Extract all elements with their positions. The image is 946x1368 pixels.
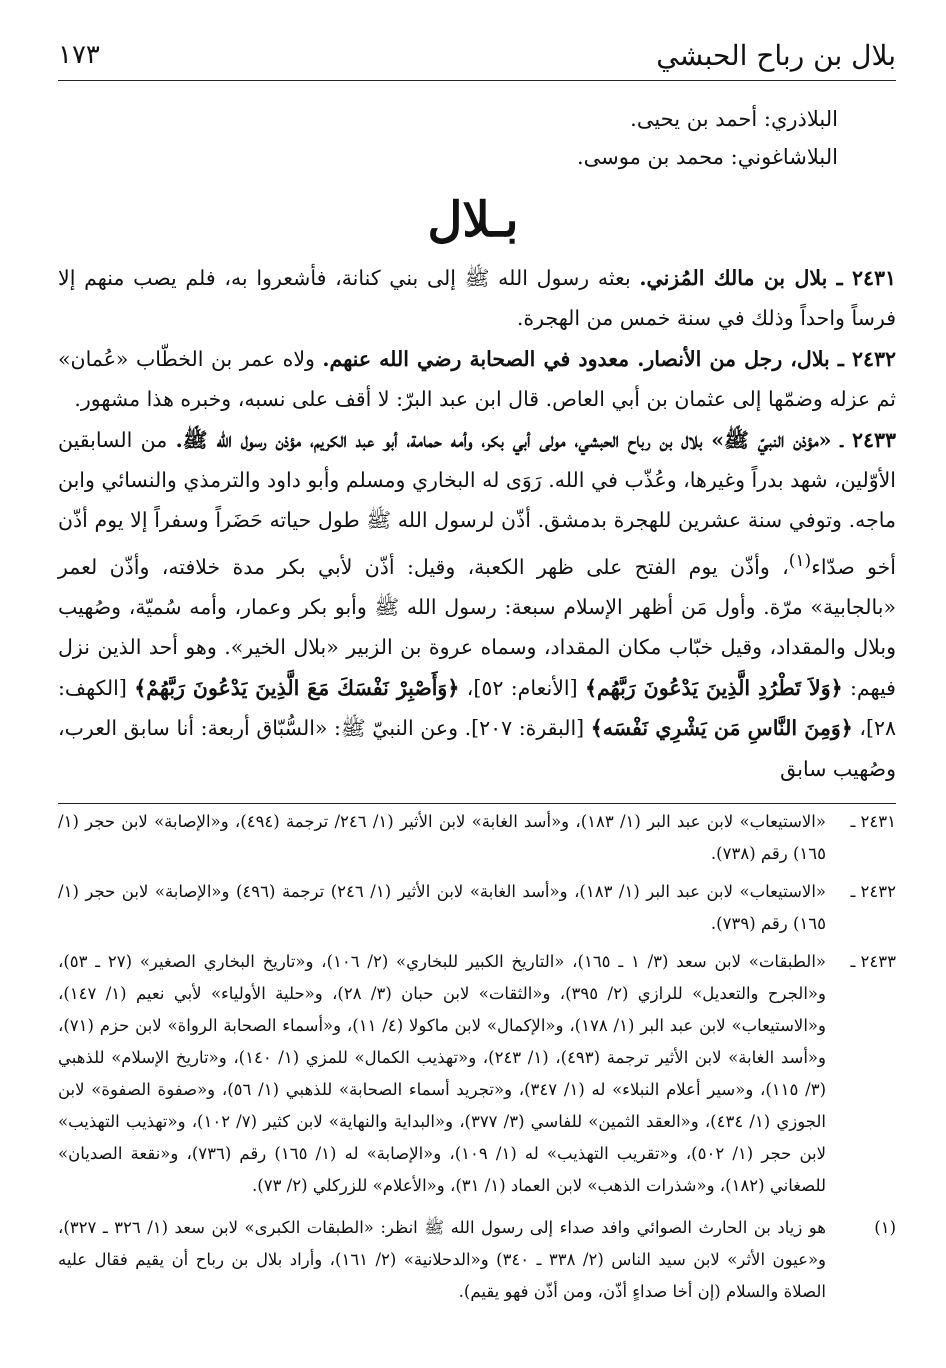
footnote-text: هو زياد بن الحارث الصوائي وافد صداء إلى رسول الله ﷺ انظر: «الطبقات الكبرى» لابن سعد (١/ ٣٢٦ ـ ٣٢٧)، و«عيون الأثر» لابن سيد الناس (٢/ ٣٣٨ ـ ٣٤٠) و«الدحلانية» (٢/ ١٦١)، وأراد بلال بن رباح أن يقيم فقال عليه الصلاة والسلام (إن أخا صداءٍ أذّن، ومن أذّن فهو يقيم). [58, 1218, 827, 1301]
note-text: «الطبقات» لابن سعد (٣/ ١ ـ ١٦٥)، «التاريخ الكبير للبخاري» (٢/ ١٠٦)، و«تاريخ البخاري الصغير» (٢٧ ـ ٥٣)، و«الجرح والتعديل» للرازي (٢/ ٣٩٥)، و«الثقات» لابن حبان (٣/ ٢٨)، و«حلية الأولياء» لأبي نعيم (١/ ١٤٧)، و«الاستيعاب» لابن عبد البر (١/ ١٧٨)، و«الإكمال» لابن ماكولا (٤/ ١١)، و«أسماء الصحابة الرواة» لابن حزم (٧١)، و«أسد الغابة» لابن الأثير ترجمة (٤٩٣)، (١/ ٢٤٣)، و«تهذيب الكمال» للمزي (١/ ١٤٠)، و«تاريخ الإسلام» للذهبي (٣/ ١١٥)، و«سير أعلام النبلاء» له (١/ ٣٤٧)، و«تجريد أسماء الصحابة» للذهبي (١/ ٥٦)، و«صفوة الصفوة» لابن الجوزي (١/ ٤٣٤)، و«العقد الثمين» للفاسي (٣/ ٣٧٧)، و«البداية والنهاية» لابن كثير (٧/ ١٠٢)، و«تهذيب التهذيب» لابن حجر (١/ ٥٠٢)، و«تقريب التهذيب» له (١/ ١٠٩)، و«الإصابة» له (١/ ١٦٥) رقم (٧٣٦)، و«نقعة الصديان» للصغاني (١٨٢)، و«شذرات الذهب» لابن العماد (١/ ٣١)، و«الأعلام» للزركلي (٢/ ٧٣). [58, 952, 827, 1195]
running-header [58, 30, 896, 81]
page-number: ١٧٣ [58, 40, 100, 70]
note-number: ٢٤٣١ ـ [850, 812, 896, 831]
running-title: بلال بن رباح الحبشي [656, 38, 896, 72]
note-number: ٢٤٣٢ ـ [850, 882, 896, 901]
index-line: البلاشاغوني: محمد بن موسى. [576, 145, 838, 169]
verse-ref: [البقرة: ٢٠٧]. وعن النبيّ ﷺ: «السُّبّاق أربعة: أنا سابق العرب، وصُهيب سابق [58, 716, 896, 781]
entry-2432 [58, 339, 896, 420]
entry-2433 [58, 420, 896, 789]
footnote-number: (١) [874, 1218, 896, 1237]
entry-2431 [58, 258, 896, 339]
entry-head: ٢٤٣٣ ـ «مؤذن النبيّ ﷺ» بلال بن رباح الحبشي، مولى أبي بكر، وأمه حمامة، أبو عبد الكريم، مؤذن رسول الله ﷺ. [175, 427, 896, 452]
entry-body: بعثه رسول الله ﷺ إلى بني كنانة، فأشعروا به، فلم يصب منهم إلا فرساً واحداً وذلك في سنة خمس من الهجرة. [58, 266, 896, 331]
entry-body: من السابقين الأوّلين، شهد بدراً وغيرها، وعُذّب في الله. رَوَى له البخاري ومسلم وأبو داود والترمذي والنسائي وابن ماجه. وتوفي سنة عشرين للهجرة بدمشق. أذّن لرسول الله ﷺ طول حياته حَضَراً وسفراً إلا يوم أذّن أخو صدّاء [58, 427, 896, 579]
quran-verse: ﴿وَلاَ تَطْرُدِ الَّذِينَ يَدْعُونَ رَبَّهُم﴾ [584, 675, 843, 700]
entry-body: ، وأذّن يوم الفتح على ظهر الكعبة، وقيل: أذّن لأبي بكر مدة خلافته، وأذّن لعمر «بالجابية» مرّة. وأول مَن أظهر الإسلام سبعة: رسول الله ﷺ وأبو بكر وعمار، وأمه سُميّة، وصُهيب وبلال والمقداد، وقيل خبّاب مكان المقداد، وسماه عروة بن الزبير «بلال الخير». وهو أحد الذين نزل فيهم: [58, 554, 896, 700]
main-text [58, 258, 896, 789]
footnote-item [58, 1212, 896, 1308]
note-item [58, 946, 896, 1202]
footnote-marker: (١) [788, 550, 812, 571]
entry-head: ٢٤٣١ ـ بلال بن مالك المُزني. [639, 266, 897, 290]
note-item [58, 806, 896, 870]
section-heading: بـلال [427, 192, 519, 248]
quran-verse: ﴿وَمِنَ النَّاسِ مَن يَشْرِي نَفْسَه﴾ [590, 716, 853, 741]
note-text: «الاستيعاب» لابن عبد البر (١/ ١٨٣)، و«أسد الغابة» لابن الأثير (١/ ٢٤٦) ترجمة (٤٩٦) و«الإصابة» لابن حجر (١/ ١٦٥) رقم (٧٣٩). [58, 882, 827, 933]
note-number: ٢٤٣٣ ـ [850, 952, 896, 971]
verse-ref: [الأنعام: ٥٢]، [459, 675, 585, 700]
notes-section [58, 806, 896, 1314]
note-text: «الاستيعاب» لابن عبد البر (١/ ١٨٣)، و«أسد الغابة» لابن الأثير (١/ ٢٤٦/ ترجمة (٤٩٤)، و«الإصابة» لابن حجر (١/ ١٦٥) رقم (٧٣٨). [58, 812, 826, 863]
quran-verse: ﴿وَأَصْبِرْ نَفْسَكَ مَعَ الَّذِينَ يَدْعُونَ رَبَّهُمْ﴾ [134, 675, 460, 700]
note-item [58, 876, 896, 940]
verse-ref: [الكهف: ٢٨]، [58, 675, 896, 741]
footnote-divider [58, 803, 896, 804]
entry-head: ٢٤٣٢ ـ بلال، رجل من الأنصار. معدود في الصحابة رضي الله عنهم. [322, 346, 897, 371]
entry-body: ولاه عمر بن الخطّاب «عُمان» ثم عزله وضمّها إلى عثمان بن أبي العاص. قال ابن عبد البرّ: لا أقف على نسبه، وخبره هذا مشهور. [58, 346, 896, 412]
index-line: البلاذري: أحمد بن يحيى. [630, 107, 838, 131]
index-list [338, 100, 838, 176]
